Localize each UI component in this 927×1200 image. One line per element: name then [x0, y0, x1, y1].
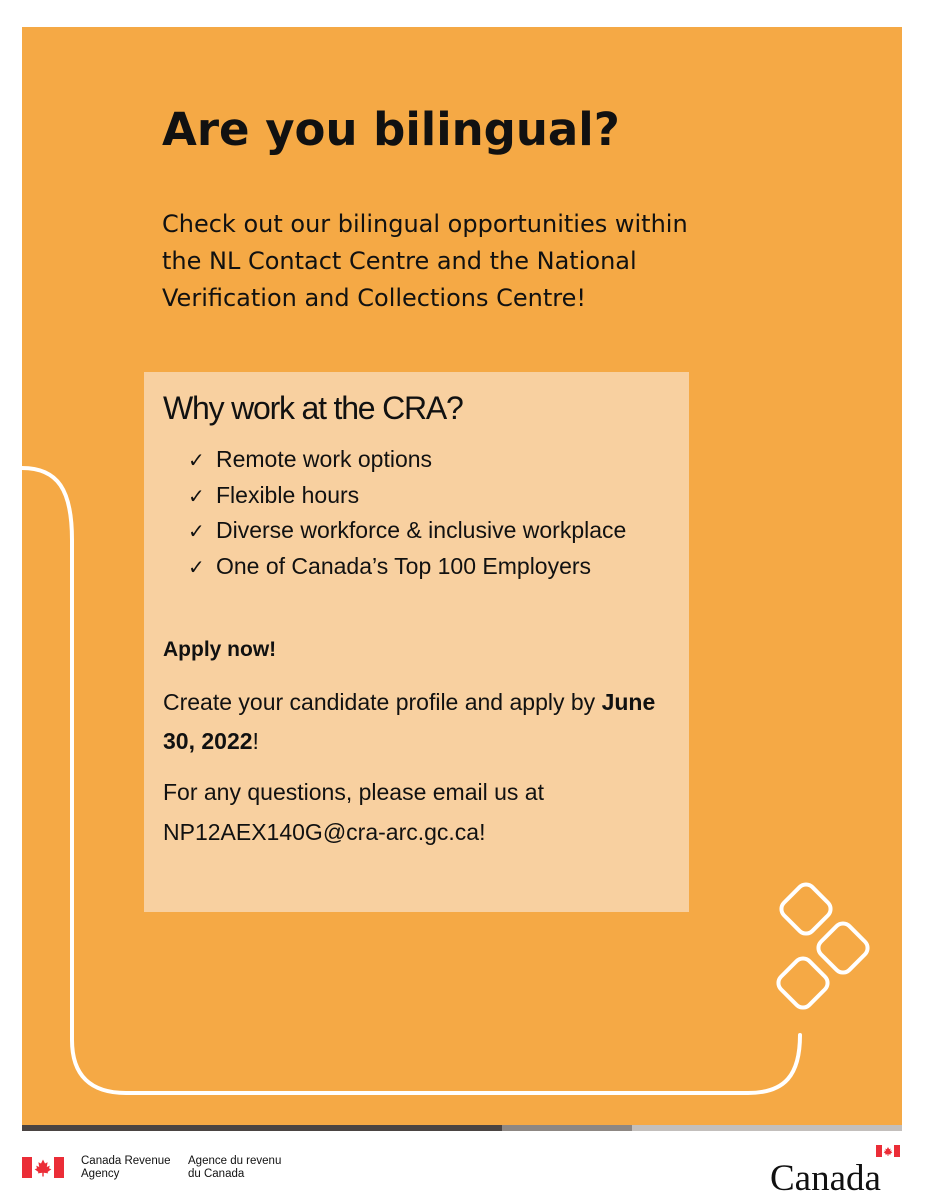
benefit-label: Remote work options	[216, 446, 433, 472]
canada-wordmark: Canada	[770, 1158, 881, 1199]
apply-instructions-end: !	[252, 728, 259, 754]
apply-instructions-text: Create your candidate profile and apply by	[163, 689, 602, 715]
footer-bar-dark	[22, 1125, 502, 1131]
apply-deadline: June 30, 2022	[163, 689, 656, 754]
contact-text: For any questions, please email us at	[163, 779, 544, 805]
benefit-item	[188, 446, 626, 482]
wordmark-flag-icon	[876, 1145, 900, 1157]
canada-flag-icon	[22, 1157, 64, 1178]
panel-title: Why work at the CRA?	[163, 390, 463, 426]
check-icon: ✓	[188, 554, 205, 579]
contact-info	[163, 772, 683, 852]
contact-text-end: !	[479, 819, 486, 845]
benefit-label: Diverse workforce & inclusive workplace	[216, 517, 627, 543]
department-name-french	[188, 1155, 281, 1181]
department-en-line2: Agency	[81, 1168, 120, 1180]
benefit-item	[188, 517, 626, 553]
department-name-english	[81, 1155, 171, 1181]
department-en-line1: Canada Revenue	[81, 1155, 171, 1167]
check-icon: ✓	[188, 448, 205, 472]
department-fr-line1: Agence du revenu	[188, 1155, 282, 1167]
footer	[0, 1125, 927, 1200]
footer-bar-mid	[502, 1125, 632, 1131]
benefit-label: Flexible hours	[216, 481, 360, 508]
apply-heading: Apply now!	[163, 638, 277, 661]
department-fr-line2: du Canada	[188, 1168, 245, 1180]
headline: Are you bilingual?	[162, 103, 620, 156]
benefit-item	[188, 553, 626, 589]
benefit-item	[188, 482, 626, 518]
benefit-label: One of Canada’s Top 100 Employers	[216, 552, 592, 579]
contact-email: NP12AEX140G@cra-arc.gc.ca	[163, 819, 480, 845]
benefits-panel	[144, 372, 689, 912]
footer-bar-light	[632, 1125, 902, 1131]
intro-text: Check out our bilingual opportunities within the NL Contact Centre and the National Verification and Collections Centre!	[162, 210, 688, 312]
check-icon: ✓	[188, 519, 205, 543]
apply-instructions	[163, 683, 683, 761]
check-icon: ✓	[188, 483, 205, 508]
benefits-list	[188, 446, 626, 588]
